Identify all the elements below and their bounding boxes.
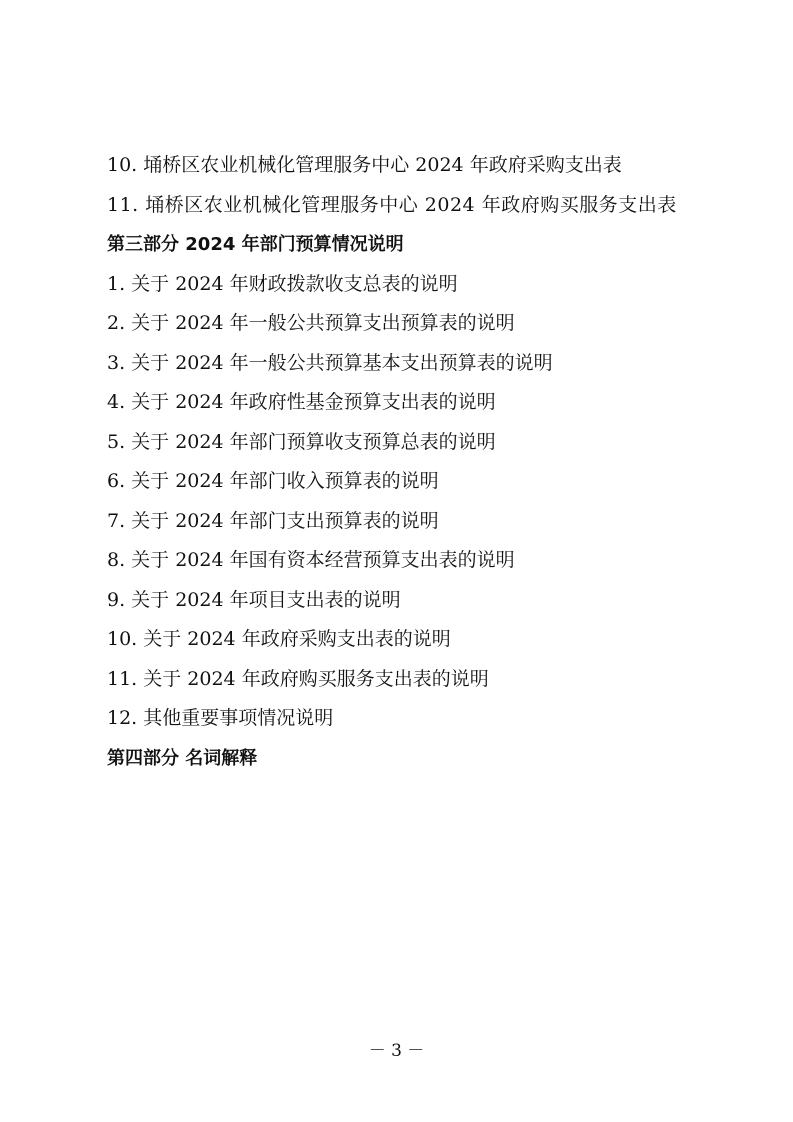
section-heading-part4: 第四部分 名词解释 — [107, 747, 258, 769]
toc-item: 1. 关于 2024 年财政拨款收支总表的说明 — [107, 272, 458, 295]
table-of-contents — [107, 146, 697, 778]
toc-item: 8. 关于 2024 年国有资本经营预算支出表的说明 — [107, 549, 515, 571]
toc-item: 11. 关于 2024 年政府购买服务支出表的说明 — [107, 667, 489, 690]
page-number: － 3 － — [368, 1041, 425, 1061]
toc-item: 12. 其他重要事项情况说明 — [107, 707, 334, 729]
toc-item: 9. 关于 2024 年项目支出表的说明 — [107, 588, 401, 611]
toc-item: 4. 关于 2024 年政府性基金预算支出表的说明 — [107, 391, 496, 413]
toc-item: 6. 关于 2024 年部门收入预算表的说明 — [107, 470, 439, 492]
toc-item: 5. 关于 2024 年部门预算收支预算总表的说明 — [107, 430, 496, 453]
toc-item: 10. 关于 2024 年政府采购支出表的说明 — [107, 628, 451, 650]
section-heading-part3: 第三部分 2024 年部门预算情况说明 — [107, 234, 404, 255]
toc-item: 3. 关于 2024 年一般公共预算基本支出预算表的说明 — [107, 351, 553, 374]
toc-item: 7. 关于 2024 年部门支出预算表的说明 — [107, 509, 439, 532]
toc-item: 10. 埇桥区农业机械化管理服务中心 2024 年政府采购支出表 — [107, 154, 622, 176]
toc-item: 11. 埇桥区农业机械化管理服务中心 2024 年政府购买服务支出表 — [107, 193, 677, 216]
toc-item: 2. 关于 2024 年一般公共预算支出预算表的说明 — [107, 312, 515, 334]
